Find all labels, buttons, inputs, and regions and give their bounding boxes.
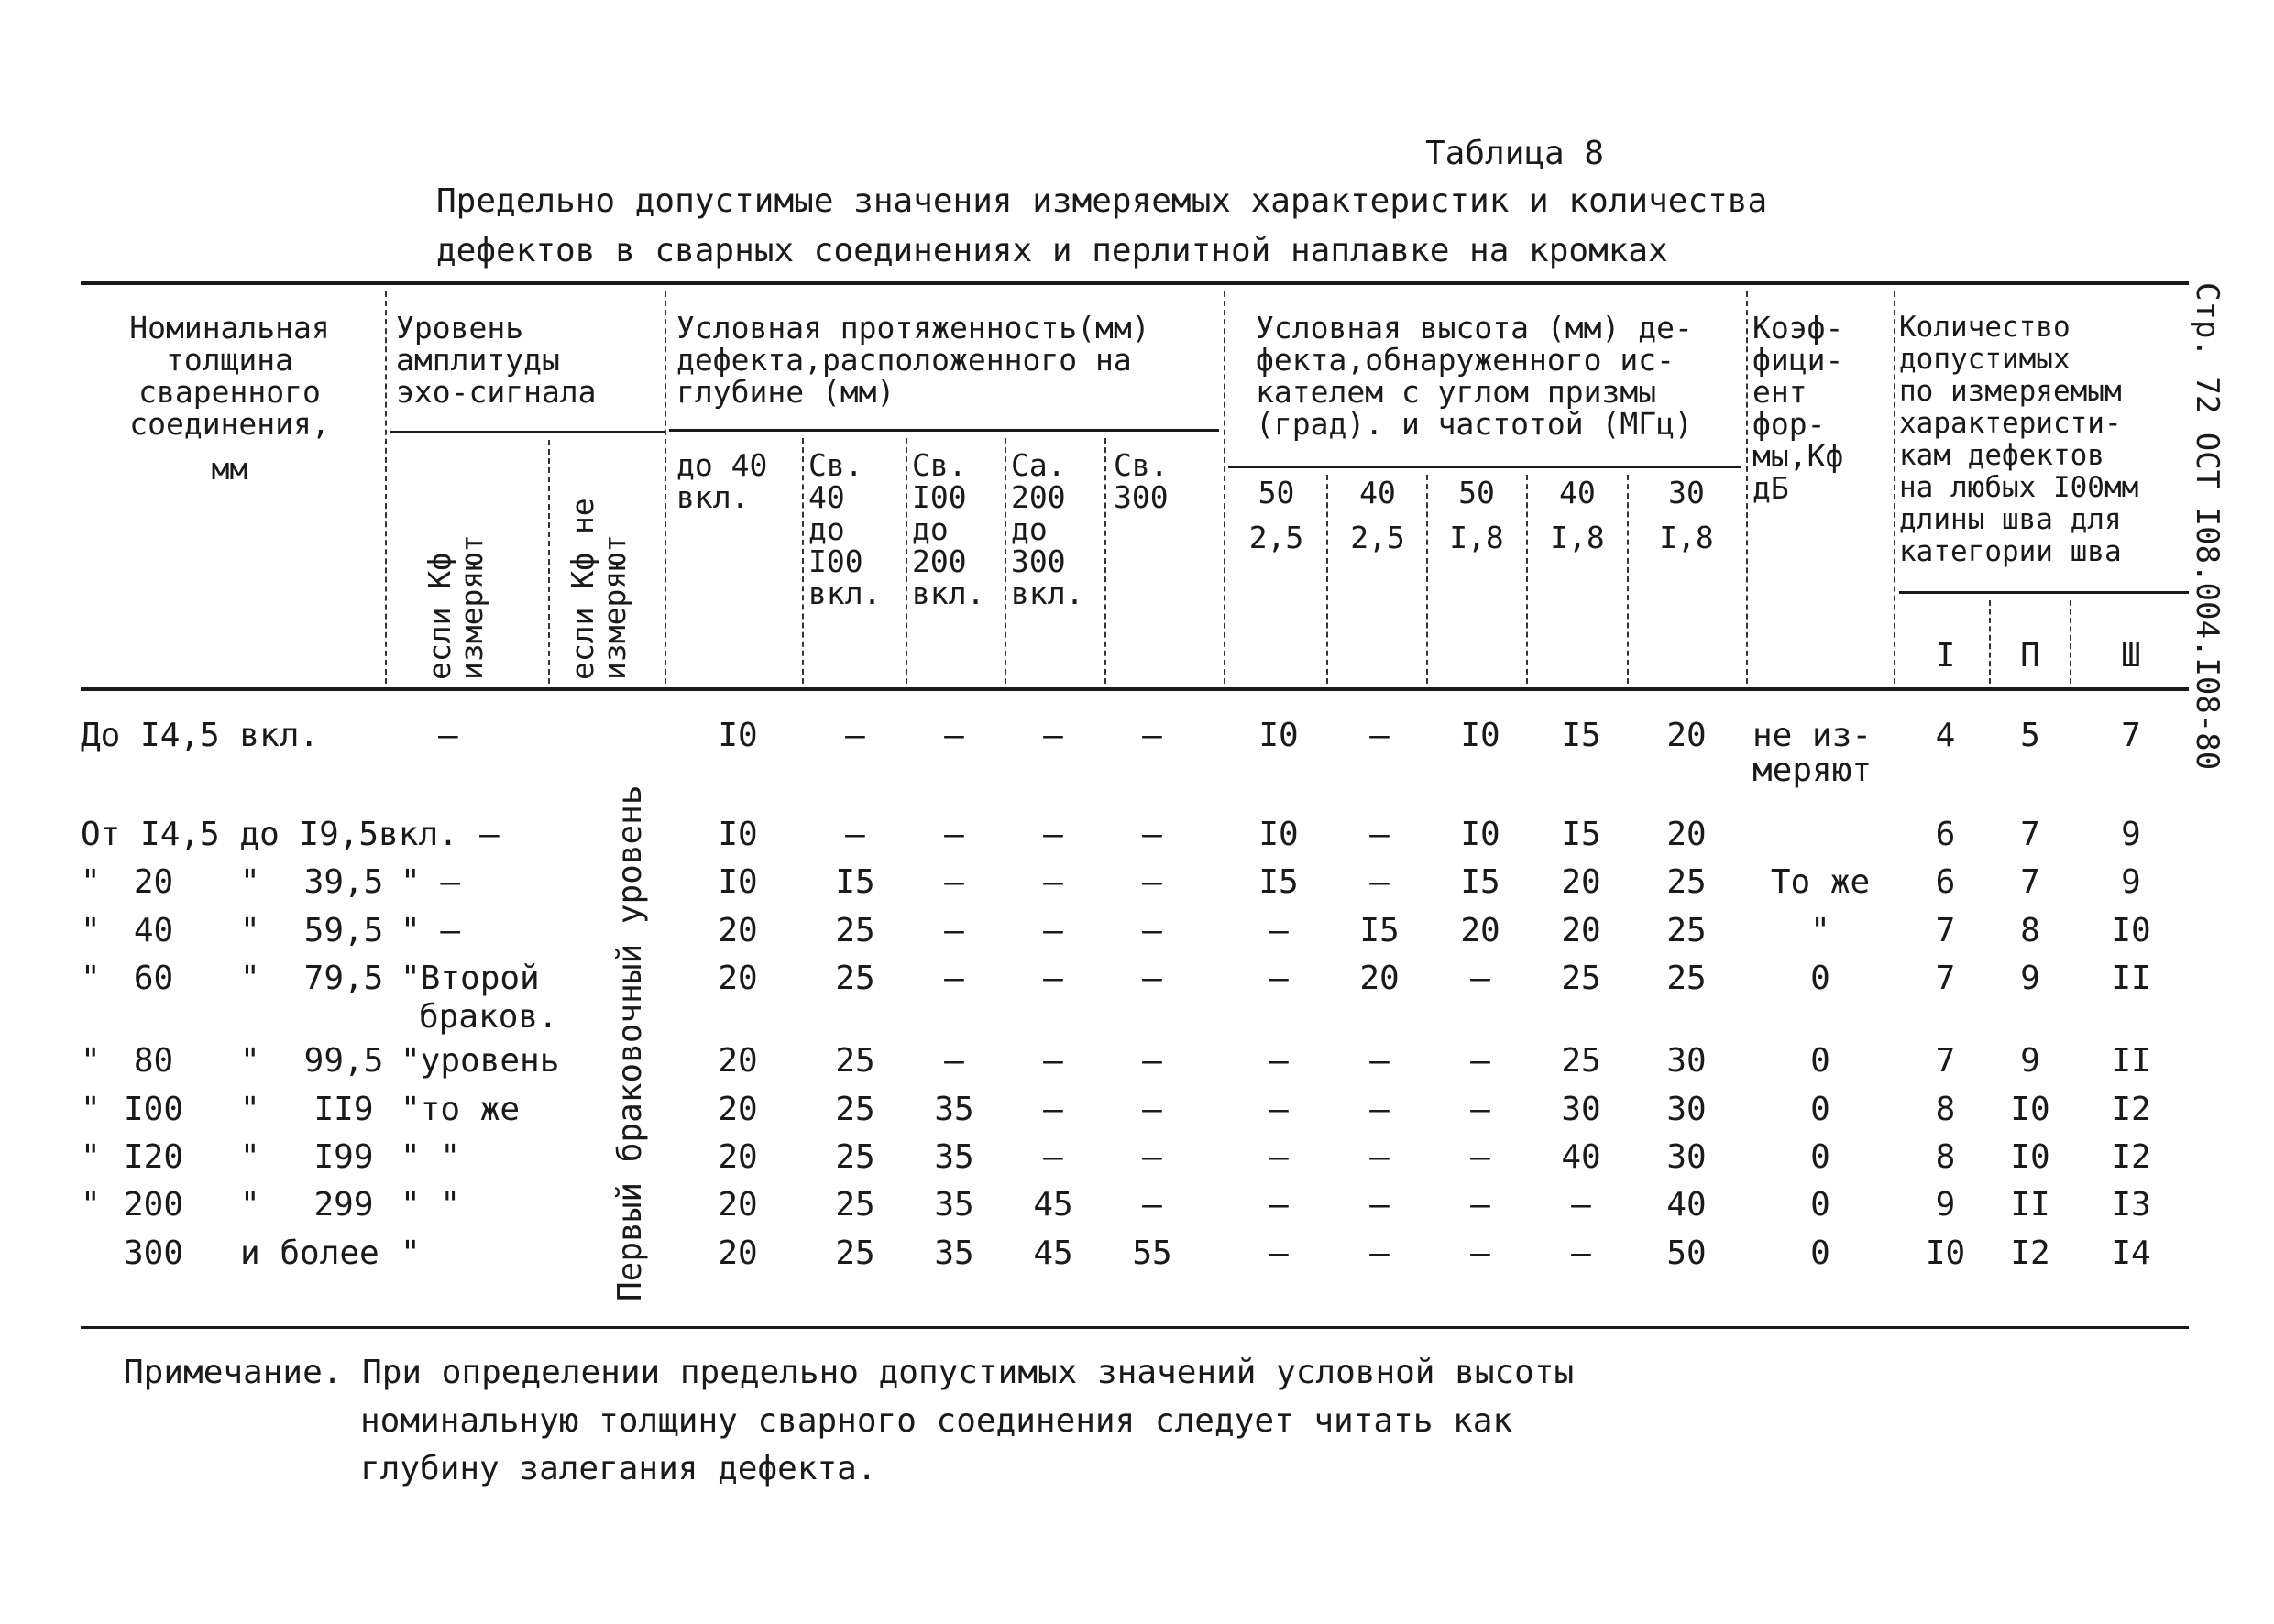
row-thickness-ditto: " [81,912,101,949]
row-level: "Второй [401,960,540,997]
row-length-0: 20 [718,960,758,997]
row-count-1: 9 [2020,960,2040,997]
table-top-rule [81,281,2189,285]
row-height-2: I0 [1460,816,1500,853]
row-count-1: I0 [2010,1091,2050,1128]
row-height-3: I5 [1561,717,1601,754]
sep-hgt-3 [1526,475,1528,684]
row-count-0: 7 [1935,960,1956,997]
row-thickness-ditto: " [81,1042,101,1080]
row-length-1: 25 [835,1091,875,1128]
row-thickness-ditto2: и более [240,1234,379,1272]
row-level: " – [401,863,461,901]
row-thickness-from: I20 [123,1138,184,1176]
table-title-line2: дефектов в сварных соединениях и перлитной наплавке на кромках [436,232,1668,269]
row-height-0: I5 [1258,863,1299,901]
row-height-3: 20 [1561,912,1601,949]
row-count-0: 9 [1935,1186,1956,1223]
row-coefficient: не из- [1752,717,1873,754]
header-level-if-measured: если Кф измеряют [422,534,489,680]
header-height-50-1.8: 50 I,8 [1449,475,1504,555]
row-count-1: 9 [2020,1042,2040,1080]
row-length-4: – [1142,816,1162,853]
sep-level-sub [548,440,550,684]
row-thickness-from: 300 [123,1234,184,1272]
row-height-1: – [1369,717,1390,754]
row-count-2: II [2111,1042,2151,1080]
row-thickness-ditto: " [81,1138,101,1176]
row-height-4: 20 [1666,717,1707,754]
row-length-4: – [1142,717,1162,754]
row-height-4: 40 [1666,1186,1707,1223]
header-length-200-300: Са. 200 до 300 вкл. [1011,447,1084,611]
row-count-2: I0 [2111,912,2151,949]
header-length-100-200: Св. I00 до 200 вкл. [912,447,985,611]
row-count-1: 7 [2020,863,2040,901]
row-length-4: – [1142,1091,1162,1128]
sep-len-1 [802,438,804,684]
header-length-40-100: Св. 40 до I00 вкл. [808,447,882,611]
row-thickness-from: 40 [133,912,174,949]
row-height-4: 50 [1666,1234,1707,1272]
row-count-2: II [2111,960,2151,997]
row-thickness-to: 79,5 [303,960,384,997]
row-thickness-from: 200 [123,1186,184,1223]
header-length-over300: Св. 300 [1114,447,1169,515]
row-thickness-ditto2: " [240,1042,260,1080]
row-thickness-ditto: " [81,863,101,901]
row-height-2: – [1470,1091,1490,1128]
sep-coef [1746,291,1748,684]
row-length-1: 25 [835,1138,875,1176]
row-count-2: I4 [2111,1234,2151,1272]
count-sub-rule [1899,591,2189,594]
row-height-3: 30 [1561,1091,1601,1128]
row-height-0: – [1269,1186,1289,1223]
row-coefficient-cont: меряют [1752,752,1873,789]
row-length-2: – [944,960,964,997]
row-count-0: 4 [1935,717,1956,754]
row-height-4: 30 [1666,1042,1707,1080]
row-thickness-to: 99,5 [303,1042,384,1080]
row-height-2: – [1470,1138,1490,1176]
header-count: Количество допустимых по измеряемым характеристи- кам дефектов на любых I00мм длины шва для категории шва [1899,311,2139,568]
row-length-1: 25 [835,1234,875,1272]
row-length-1: – [845,717,865,754]
row-height-4: 30 [1666,1091,1707,1128]
row-count-1: 8 [2020,912,2040,949]
row-count-2: 9 [2121,816,2141,853]
row-coefficient: " [1810,912,1830,949]
row-length-3: – [1043,1042,1063,1080]
row-length-4: – [1142,1042,1162,1080]
sep-cnt-1 [1989,600,1991,684]
row-length-2: – [944,1042,964,1080]
row-height-3: I5 [1561,816,1601,853]
table-title-line1: Предельно допустимые значения измеряемых характеристик и количества [436,182,1768,220]
row-coefficient: 0 [1810,1091,1830,1128]
row-thickness-to: 299 [313,1186,374,1223]
row-thickness-ditto2: " [240,1138,260,1176]
level-sub-rule [390,431,665,433]
row-height-4: 25 [1666,960,1707,997]
row-height-4: 30 [1666,1138,1707,1176]
row-height-1: 20 [1359,960,1400,997]
row-height-1: – [1369,816,1390,853]
height-sub-rule [1228,466,1741,468]
row-height-1: – [1369,863,1390,901]
table-bottom-rule [81,1326,2189,1329]
row-length-3: 45 [1033,1186,1073,1223]
row-thickness-ditto: " [81,1186,101,1223]
row-thickness-to: I99 [313,1138,374,1176]
header-length: Условная протяженность(мм) дефекта,расположенного на глубине (мм) [676,310,1150,410]
row-height-0: – [1269,1042,1289,1080]
row-height-2: – [1470,1042,1490,1080]
header-category-1: I [1935,637,1956,675]
row-height-2: – [1470,960,1490,997]
row-length-3: – [1043,717,1063,754]
row-thickness-to: II9 [313,1091,374,1128]
header-height: Условная высота (мм) де- фекта,обнаруженного ис- кателем с углом призмы (град). и частотой (МГц) [1256,310,1693,442]
row-length-4: 55 [1132,1234,1172,1272]
row-count-0: 8 [1935,1138,1956,1176]
row-length-0: 20 [718,1234,758,1272]
row-length-4: – [1142,1186,1162,1223]
row-count-1: I0 [2010,1138,2050,1176]
row-thickness-ditto2: " [240,1186,260,1223]
row-height-4: 25 [1666,912,1707,949]
row-count-2: I3 [2111,1186,2151,1223]
row-height-1: – [1369,1091,1390,1128]
header-height-40-1.8: 40 I,8 [1550,475,1605,555]
row-count-0: 6 [1935,816,1956,853]
row-level: " " [401,1138,461,1176]
note-line2: номинальную толщину сварного соединения следует читать как [360,1402,1513,1440]
row-coefficient: 0 [1810,1186,1830,1223]
row-thickness-from: I00 [123,1091,184,1128]
row-height-1: – [1369,1186,1390,1223]
row-count-0: 7 [1935,1042,1956,1080]
row-height-0: – [1269,960,1289,997]
sep-hgt-1 [1326,475,1328,684]
row-height-3: 40 [1561,1138,1601,1176]
row-height-3: 25 [1561,1042,1601,1080]
row-length-1: – [845,816,865,853]
row-thickness-from: 80 [133,1042,174,1080]
row-length-2: – [944,912,964,949]
row-thickness-ditto2: " [240,863,260,901]
row-thickness-ditto2: " [240,912,260,949]
row-length-1: I5 [835,863,875,901]
row-coefficient: То же [1770,863,1871,901]
row-length-2: 35 [934,1138,974,1176]
row-length-0: 20 [718,912,758,949]
row-length-2: – [944,717,964,754]
row-length-3: – [1043,1091,1063,1128]
row-height-3: – [1571,1234,1591,1272]
row-length-1: 25 [835,960,875,997]
row-thickness-from: 20 [133,863,174,901]
row-thickness: От I4,5 до I9,5вкл. [81,816,458,853]
row-length-2: 35 [934,1186,974,1223]
sep-cnt-2 [2070,600,2071,684]
row-length-1: 25 [835,912,875,949]
sep-height [1224,291,1225,684]
row-length-4: – [1142,912,1162,949]
row-height-0: – [1269,1091,1289,1128]
row-length-4: – [1142,863,1162,901]
row-length-0: 20 [718,1138,758,1176]
header-height-40-2.5: 40 2,5 [1350,475,1405,555]
row-coefficient: 0 [1810,1042,1830,1080]
row-count-2: I2 [2111,1091,2151,1128]
header-category-3: Ш [2121,637,2141,675]
row-count-1: 7 [2020,816,2040,853]
row-length-0: I0 [718,717,758,754]
row-length-3: – [1043,960,1063,997]
row-height-0: – [1269,912,1289,949]
header-bottom-rule [81,687,2189,691]
row-height-2: I5 [1460,863,1500,901]
row-length-0: I0 [718,816,758,853]
row-length-4: – [1142,1138,1162,1176]
length-sub-rule [669,429,1219,432]
header-category-2: П [2020,637,2040,675]
row-length-3: – [1043,863,1063,901]
row-thickness: До I4,5 вкл. [81,717,320,754]
row-height-0: – [1269,1234,1289,1272]
first-rejection-level-label: Первый браковочный уровень [611,785,649,1301]
row-thickness-ditto: " [81,1091,101,1128]
header-thickness: Номинальная толщина сваренного соединения, мм [129,310,330,487]
row-level: – [438,717,458,754]
row-length-3: – [1043,912,1063,949]
row-height-0: I0 [1258,717,1299,754]
row-length-3: – [1043,816,1063,853]
row-length-4: – [1142,960,1162,997]
sep-length [665,291,666,684]
row-thickness-from: 60 [133,960,174,997]
note-line3: глубину залегания дефекта. [360,1450,877,1487]
row-length-1: 25 [835,1042,875,1080]
sep-len-3 [1005,438,1006,684]
row-thickness-to: 59,5 [303,912,384,949]
row-length-3: 45 [1033,1234,1073,1272]
row-thickness-to: 39,5 [303,863,384,901]
row-count-2: I2 [2111,1138,2151,1176]
row-level: " " [401,1186,461,1223]
header-coefficient: Коэф- фици- ент фор- мы,Кф дБ [1752,310,1844,506]
sep-len-4 [1104,438,1106,684]
row-height-4: 20 [1666,816,1707,853]
row-coefficient: 0 [1810,960,1830,997]
row-count-1: II [2010,1186,2050,1223]
row-count-0: I0 [1925,1234,1966,1272]
row-length-3: – [1043,1138,1063,1176]
row-length-0: I0 [718,863,758,901]
row-height-1: – [1369,1234,1390,1272]
header-level-if-not-measured: если Кф не измеряют [565,498,632,680]
row-count-0: 6 [1935,863,1956,901]
row-count-0: 8 [1935,1091,1956,1128]
row-thickness-ditto2: " [240,960,260,997]
row-height-0: I0 [1258,816,1299,853]
row-count-2: 7 [2121,717,2141,754]
row-thickness-ditto: " [81,960,101,997]
note-line1: Примечание. При определении предельно допустимых значений условной высоты [124,1354,1575,1391]
row-height-2: – [1470,1186,1490,1223]
row-height-0: – [1269,1138,1289,1176]
row-level: – [479,816,500,853]
row-level: "то же [401,1091,521,1128]
row-height-2: – [1470,1234,1490,1272]
sep-hgt-4 [1627,475,1629,684]
row-coefficient: 0 [1810,1138,1830,1176]
header-length-upto40: до 40 вкл. [676,447,768,515]
row-thickness-ditto2: " [240,1091,260,1128]
row-height-3: 20 [1561,863,1601,901]
sep-len-2 [906,438,907,684]
row-height-4: 25 [1666,863,1707,901]
row-height-1: I5 [1359,912,1400,949]
row-count-2: 9 [2121,863,2141,901]
header-height-50-2.5: 50 2,5 [1248,475,1304,555]
row-length-2: – [944,816,964,853]
table-number: Таблица 8 [1425,135,1605,172]
row-length-1: 25 [835,1186,875,1223]
page-side-label: Стр. 72 ОСТ I08.004.I08-80 [2189,282,2225,771]
row-height-3: 25 [1561,960,1601,997]
header-level: Уровень амплитуды эхо-сигнала [396,310,597,410]
header-height-30-1.8: 30 I,8 [1659,475,1714,555]
row-count-1: I2 [2010,1234,2050,1272]
sep-count [1894,291,1895,684]
row-level-cont: браков. [419,998,558,1036]
row-length-2: – [944,863,964,901]
row-level: " [401,1234,421,1272]
sep-hgt-2 [1426,475,1428,684]
row-height-2: I0 [1460,717,1500,754]
row-height-2: 20 [1460,912,1500,949]
row-height-3: – [1571,1186,1591,1223]
row-count-1: 5 [2020,717,2040,754]
row-length-0: 20 [718,1186,758,1223]
row-length-0: 20 [718,1091,758,1128]
row-length-2: 35 [934,1234,974,1272]
row-length-2: 35 [934,1091,974,1128]
row-height-1: – [1369,1042,1390,1080]
row-level: "уровень [401,1042,560,1080]
row-level: " – [401,912,461,949]
sep-level [385,291,387,684]
row-height-1: – [1369,1138,1390,1176]
row-length-0: 20 [718,1042,758,1080]
row-count-0: 7 [1935,912,1956,949]
row-coefficient: 0 [1810,1234,1830,1272]
